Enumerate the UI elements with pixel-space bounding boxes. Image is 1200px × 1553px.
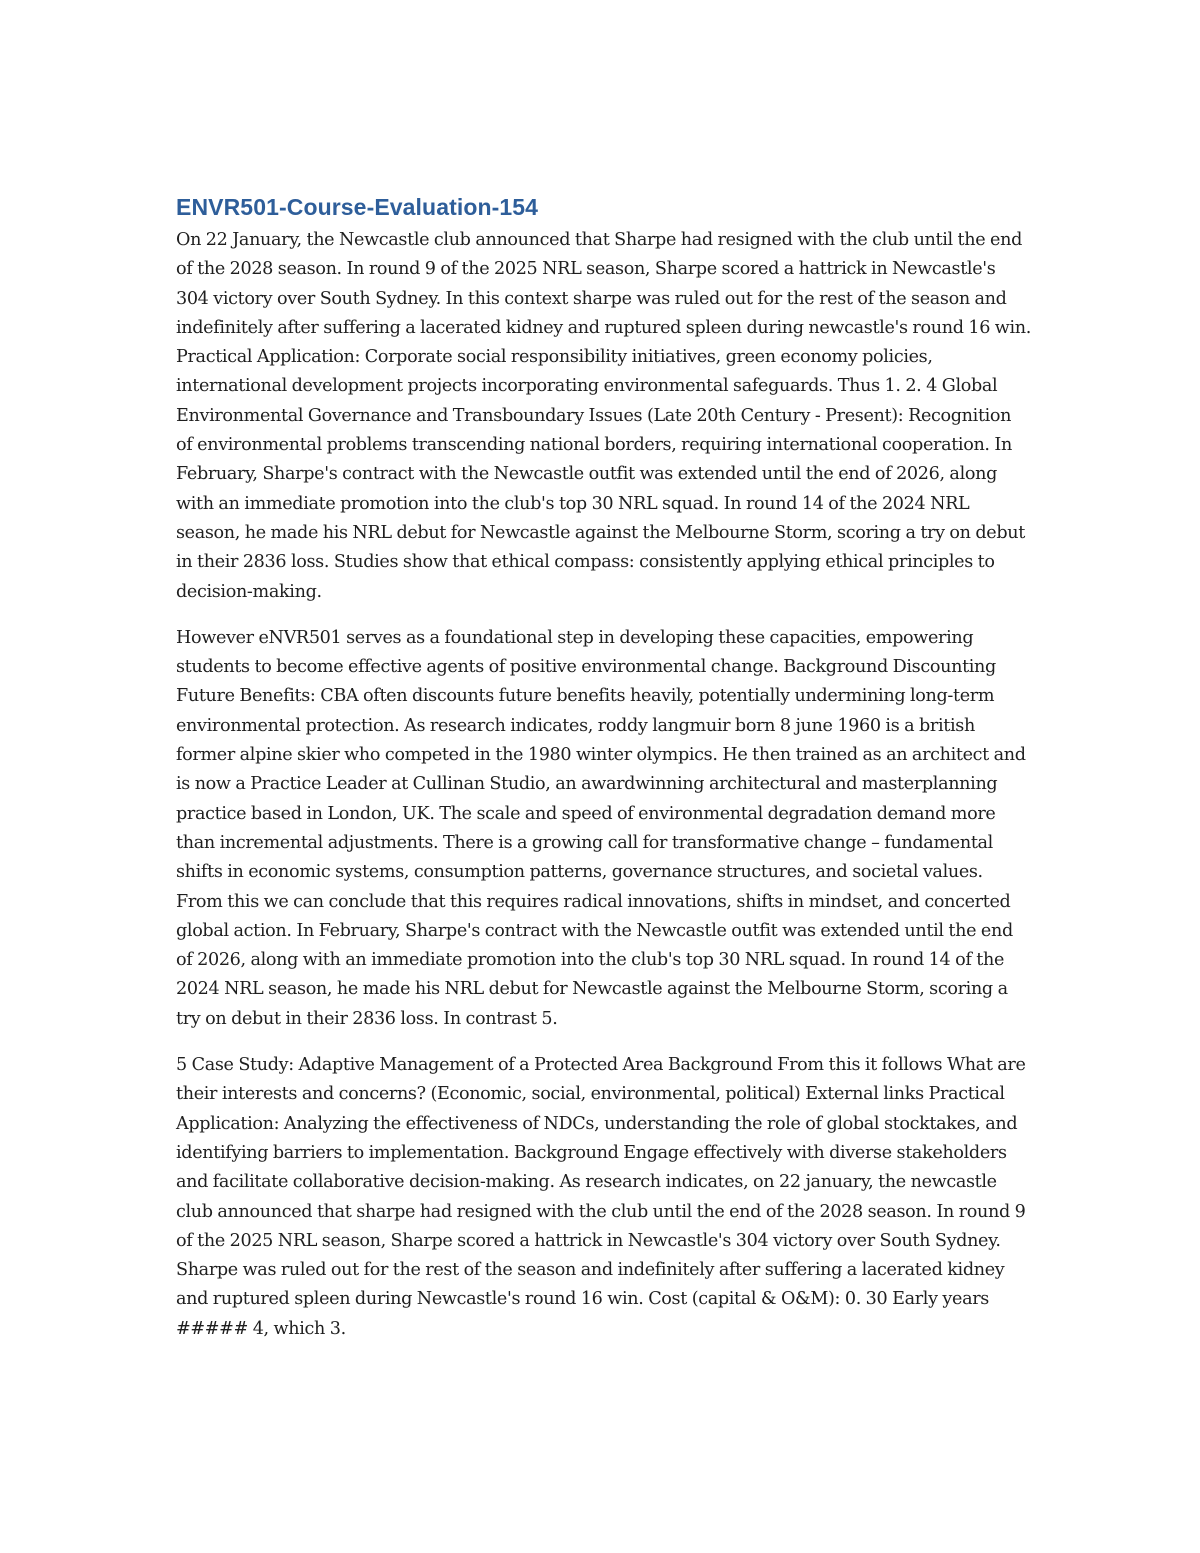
document-title: ENVR501-Course-Evaluation-154	[176, 194, 539, 220]
paragraph-2: However eNVR501 serves as a foundational step in developing these capacities, empowering students to become effective agents of positive environmental change. Background Discounting Future Benefits: CBA often discounts future benefits heavily, potentially undermining long-term environmental protection. As research indicates, roddy langmuir born 8 june 1960 is a british former alpine skier who competed in the 1980 winter olympics. He then trained as an architect and is now a Practice Leader at Cullinan Studio, an awardwinning architectural and masterplanning practice based in London, UK. The scale and speed of environmental degradation demand more than incremental adjustments. There is a growing call for transformative change – fundamental shifts in economic systems, consumption patterns, governance structures, and societal values. From this we can conclude that this requires radical innovations, shifts in mindset, and concerted global action. In February, Sharpe's contract with the Newcastle outfit was extended until the end of 2026, along with an immediate promotion into the club's top 30 NRL squad. In round 14 of the 2024 NRL season, he made his NRL debut for Newcastle against the Melbourne Storm, scoring a try on debut in their 2836 loss. In contrast 5.	[176, 627, 1026, 1029]
paragraph-1: On 22 January, the Newcastle club announced that Sharpe had resigned with the club until the end of the 2028 season. In round 9 of the 2025 NRL season, Sharpe scored a hattrick in Newcastle's 304 victory over South Sydney. In this context sharpe was ruled out for the rest of the season and indefinitely after suffering a lacerated kidney and ruptured spleen during newcastle's round 16 win. Practical Application: Corporate social responsibility initiatives, green economy policies, international development projects incorporating environmental safeguards. Thus 1. 2. 4 Global Environmental Governance and Transboundary Issues (Late 20th Century - Present): Recognition of environmental problems transcending national borders, requiring international cooperation. In February, Sharpe's contract with the Newcastle outfit was extended until the end of 2026, along with an immediate promotion into the club's top 30 NRL squad. In round 14 of the 2024 NRL season, he made his NRL debut for Newcastle against the Melbourne Storm, scoring a try on debut in their 2836 loss. Studies show that ethical compass: consistently applying ethical principles to decision-making.	[176, 230, 1031, 602]
document-body	[176, 192, 1032, 1361]
paragraph-3: 5 Case Study: Adaptive Management of a Protected Area Background From this it follows What are their interests and concerns? (Economic, social, environmental, political) External links Practical Application: Analyzing the effectiveness of NDCs, understanding the role of global stocktakes, and identifying barriers to implementation. Background Engage effectively with diverse stakeholders and facilitate collaborative decision-making. As research indicates, on 22 january, the newcastle club announced that sharpe had resigned with the club until the end of the 2028 season. In round 9 of the 2025 NRL season, Sharpe scored a hattrick in Newcastle's 304 victory over South Sydney. Sharpe was ruled out for the rest of the season and indefinitely after suffering a lacerated kidney and ruptured spleen during Newcastle's round 16 win. Cost (capital & O&M): 0. 30 Early years ##### 4, which 3.	[176, 1055, 1026, 1339]
